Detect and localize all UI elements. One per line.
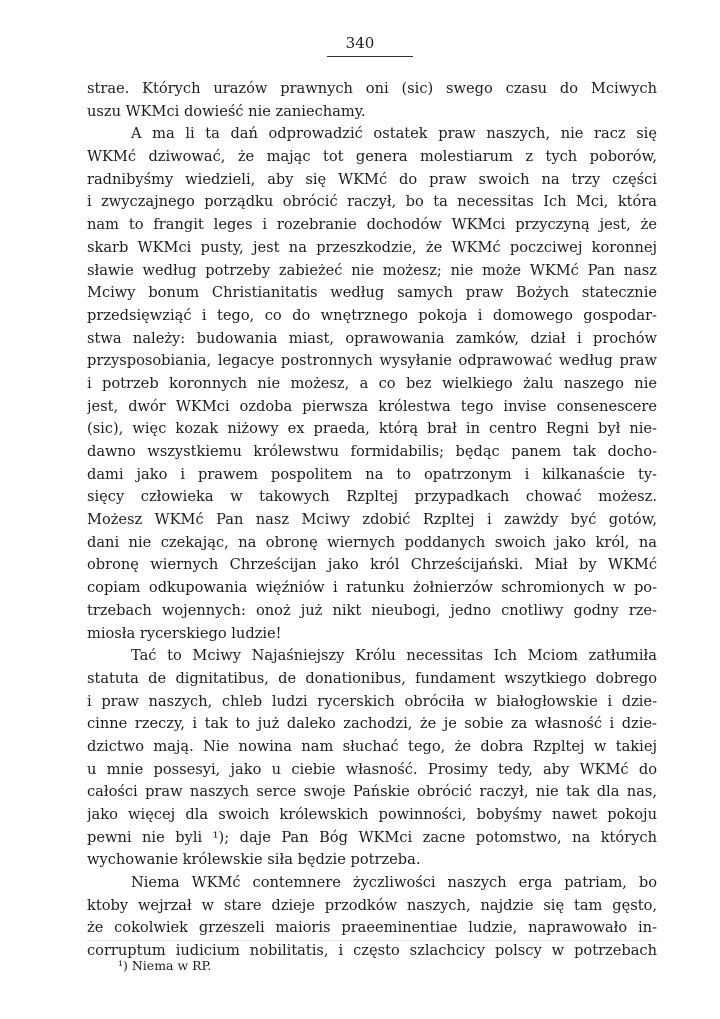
text-line: Mciwy bonum Christianitatis według samych praw Bożych statecznie (87, 284, 657, 302)
text-line: miosła rycerskiego ludzie! (87, 624, 282, 642)
text-line: przedsięwziąć i tego, co do wnętrznego pokoja i domowego gospodar- (87, 306, 657, 324)
text-line: i praw naszych, chleb ludzi rycerskich obróciła w białogłowskie i dzie- (87, 692, 657, 710)
text-line: Niema WKMć contemnere życzliwości naszych erga patriam, bo (131, 874, 657, 892)
text-line: corruptum iudicium nobilitatis, i często szlachcicy polscy w potrzebach (87, 942, 657, 960)
text-line: pewni nie byli ¹); daje Pan Bóg WKMci zacne potomstwo, na których (87, 828, 657, 846)
text-line: przysposobiania, legacye postronnych wysyłanie odprawować według praw (87, 352, 657, 370)
text-line: ktoby wejrzał w stare dzieje przodków naszych, najdzie się tam gęsto, (87, 896, 657, 914)
text-line: dzictwo mają. Nie nowina nam słuchać tego, że dobra Rzpltej w takiej (87, 737, 657, 755)
text-line: obronę wiernych Chrześcijan jako król Chrześcijański. Miał by WKMć (87, 556, 657, 574)
text-line: i potrzeb koronnych nie możesz, a co bez wielkiego żalu naszego nie (87, 374, 657, 392)
text-line: WKMć dziwować, że mając tot genera molestiarum z tych poborów, (87, 148, 657, 166)
text-line: nam to frangit leges i rozebranie dochodów WKMci przyczyną jest, że (87, 216, 657, 234)
text-line: i zwyczajnego porządku obrócić raczył, bo ta necessitas Ich Mci, która (87, 193, 657, 211)
text-line: jest, dwór WKMci ozdoba pierwsza królestwa tego invise consenescere (87, 397, 657, 415)
footnote: ¹) Niema w RP. (118, 958, 212, 973)
text-line: wychowanie królewskie siła będzie potrzeba. (87, 851, 421, 869)
text-line: copiam odkupowania więźniów i ratunku żołnierzów schromionych w po- (87, 579, 657, 597)
text-line: uszu WKMci dowieść nie zaniechamy. (87, 102, 366, 120)
text-line: Tać to Mciwy Najaśniejszy Królu necessitas Ich Mciom zatłumiła (131, 647, 657, 665)
text-line: dawno wszystkiemu królewstwu formidabilis; będąc panem tak docho- (87, 443, 657, 460)
text-line: A ma li ta dań odprowadzić ostatek praw naszych, nie racz się (131, 125, 657, 143)
body-text (87, 78, 657, 963)
text-line: statuta de dignitatibus, de donationibus, fundament wszytkiego dobrego (87, 669, 657, 687)
text-line: sławie według potrzeby zabieżeć nie możesz; nie może WKMć Pan nasz (87, 261, 657, 279)
text-line: że cokolwiek grzeszeli maioris praeeminentiae ludzie, naprawowało in- (87, 919, 657, 937)
page-number: 340 (345, 34, 375, 52)
text-line: radnibyśmy wiedzieli, aby się WKMć do praw swoich na trzy części (87, 170, 657, 188)
text-line: sięcy człowieka w takowych Rzpltej przypadkach chować możesz. (87, 488, 657, 506)
text-line: całości praw naszych serce swoje Pańskie obrócić raczył, nie tak dla nas, (87, 783, 657, 801)
text-line: jako więcej dla swoich królewskich powinności, bobyśmy nawet pokoju (87, 806, 657, 823)
text-line: (sic), więc kozak niżowy ex praeda, którą brał in centro Regni był nie- (87, 420, 657, 438)
text-line: u mnie possesyi, jako u ciebie własność. Prosimy tedy, aby WKMć do (87, 760, 657, 778)
footnote-divider (87, 940, 657, 941)
text-line: dani nie czekając, na obronę wiernych poddanych swoich jako król, na (87, 533, 657, 551)
text-line: cinne rzeczy, i tak to już daleko zachodzi, że je sobie za własność i dzie- (87, 715, 657, 733)
text-line: skarb WKMci pusty, jest na przeszkodzie, że WKMć poczciwej koronnej (87, 238, 657, 256)
text-line: stwa należy: budowania miast, oprawowania zamków, dział i prochów (87, 329, 657, 347)
text-line: strae. Których urazów prawnych oni (sic) swego czasu do Mciwych (87, 80, 657, 97)
text-line: trzebach wojennych: onoż już nikt nieubogi, jedno cnotliwy godny rze- (87, 601, 657, 619)
text-line: Możesz WKMć Pan nasz Mciwy zdobić Rzpltej i zawżdy być gotów, (87, 511, 657, 529)
page-number-underline (327, 56, 413, 57)
text-line: dami jako i prawem pospolitem na to opatrzonym i kilkanaście ty- (87, 465, 657, 483)
